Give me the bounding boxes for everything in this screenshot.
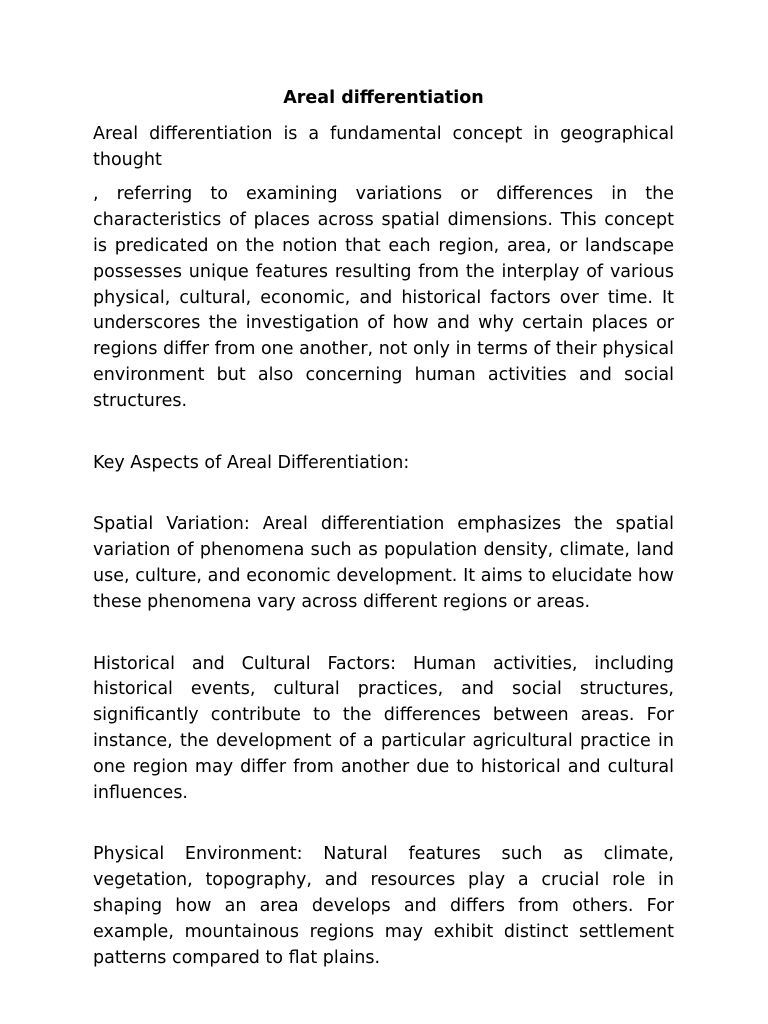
aspect-spatial-variation: Spatial Variation: Areal differentiation emphasizes the spatial variation of phenomena such as population density, climate, land use, culture, and economic development. It aims to elucidate how these phenomena vary across different regions or areas.: [93, 514, 674, 612]
key-aspects-heading: Key Aspects of Areal Differentiation:: [93, 452, 410, 473]
aspect-historical-cultural: Historical and Cultural Factors: Human activities, including historical events, cultural practices, and social structures, significantly contribute to the differences between areas. For instance, the development of a particular agricultural practice in one region may differ from another due to historical and cultural influences.: [93, 653, 674, 803]
document-title: Areal differentiation: [283, 88, 484, 108]
intro-continuation: , referring to examining variations or differences in the characteristics of places across spatial dimensions. This concept is predicated on the notion that each region, area, or landscape possesses unique features resulting from the interplay of various physical, cultural, economic, and historical factors over time. It underscores the investigation of how and why certain places or regions differ from one another, not only in terms of their physical environment but also concerning human activities and social structures.: [93, 184, 674, 411]
document-page: [93, 86, 674, 980]
aspect-physical-environment: Physical Environment: Natural features such as climate, vegetation, topography, and resources play a crucial role in shaping how an area develops and differs from others. For example, mountainous regions may exhibit distinct settlement patterns compared to flat plains.: [93, 844, 674, 968]
intro-line: Areal differentiation is a fundamental concept in geographical thought: [93, 123, 674, 170]
